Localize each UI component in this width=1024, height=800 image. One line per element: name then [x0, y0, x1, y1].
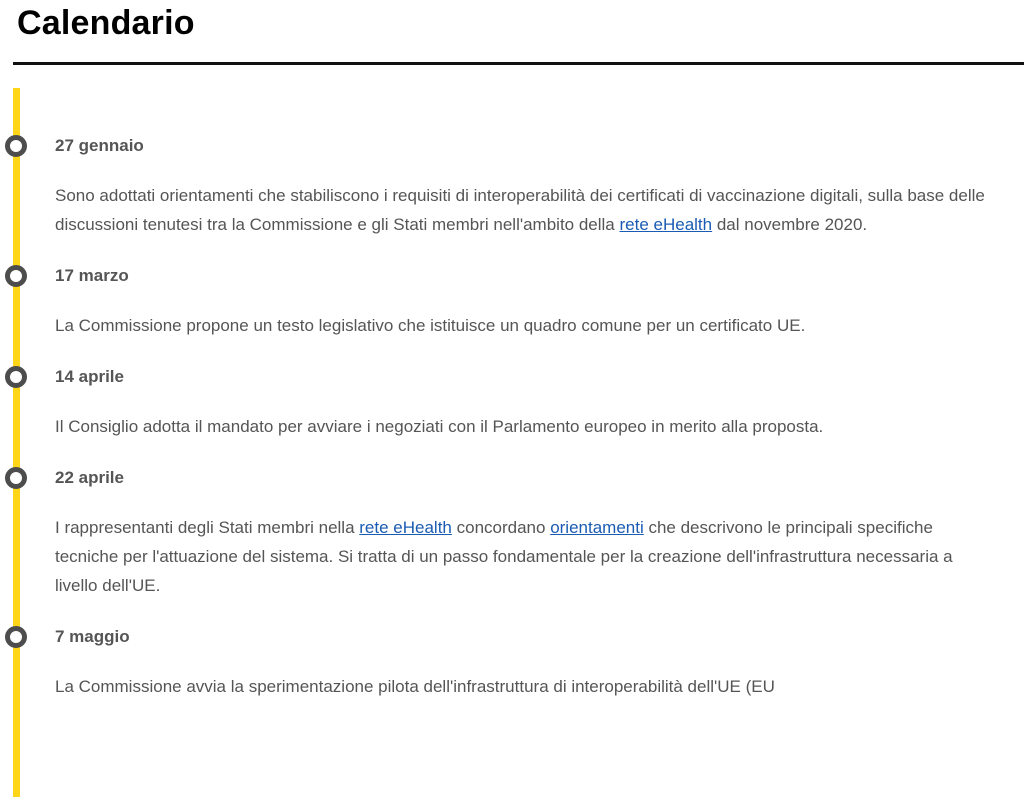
timeline: [0, 88, 1024, 797]
entry-date: 22 aprile: [55, 468, 124, 487]
entry-text: [55, 412, 998, 441]
timeline-entry: [0, 367, 1024, 441]
timeline-entry: [0, 468, 1024, 600]
calendar-page: [0, 3, 1024, 797]
entry-date: 27 gennaio: [55, 136, 144, 155]
entry-date: 7 maggio: [55, 627, 130, 646]
timeline-marker-icon: [5, 467, 27, 489]
entry-text: [55, 181, 998, 239]
entry-date: 14 aprile: [55, 367, 124, 386]
text-segment: Sono adottati orientamenti che stabiliscono i requisiti di interoperabilità dei certificati di vaccinazione digitali, sulla base delle discussioni tenutesi tra la Commissione e gli Stati membri nell'ambito della: [55, 186, 985, 234]
text-segment: che descrivono le principali specifiche tecniche per l'attuazione del sistema. Si tratta di un passo fondamentale per la creazione dell'infrastruttura necessaria a livello dell'UE.: [55, 518, 953, 595]
title-divider: [13, 62, 1024, 65]
text-segment: La Commissione avvia la sperimentazione pilota dell'infrastruttura di interoperabilità dell'UE (EU: [55, 677, 775, 696]
timeline-marker-icon: [5, 265, 27, 287]
inline-link[interactable]: orientamenti: [550, 518, 644, 537]
entry-text: [55, 311, 998, 340]
timeline-entry: [0, 627, 1024, 701]
entry-date: 17 marzo: [55, 266, 129, 285]
entry-text: [55, 513, 998, 600]
text-segment: concordano: [451, 518, 551, 537]
entry-text: [55, 672, 998, 701]
timeline-entry: [0, 136, 1024, 239]
timeline-entry: [0, 266, 1024, 340]
inline-link[interactable]: rete eHealth: [359, 518, 452, 537]
timeline-marker-icon: [5, 135, 27, 157]
timeline-marker-icon: [5, 626, 27, 648]
text-segment: I rappresentanti degli Stati membri nella: [55, 518, 360, 537]
timeline-marker-icon: [5, 366, 27, 388]
text-segment: La Commissione propone un testo legislativo che istituisce un quadro comune per un certificato UE.: [55, 316, 806, 335]
inline-link[interactable]: rete eHealth: [619, 215, 713, 234]
text-segment: dal novembre 2020.: [712, 215, 868, 234]
text-segment: Il Consiglio adotta il mandato per avviare i negoziati con il Parlamento europeo in merito alla proposta.: [55, 417, 824, 436]
page-title: Calendario: [17, 4, 195, 42]
